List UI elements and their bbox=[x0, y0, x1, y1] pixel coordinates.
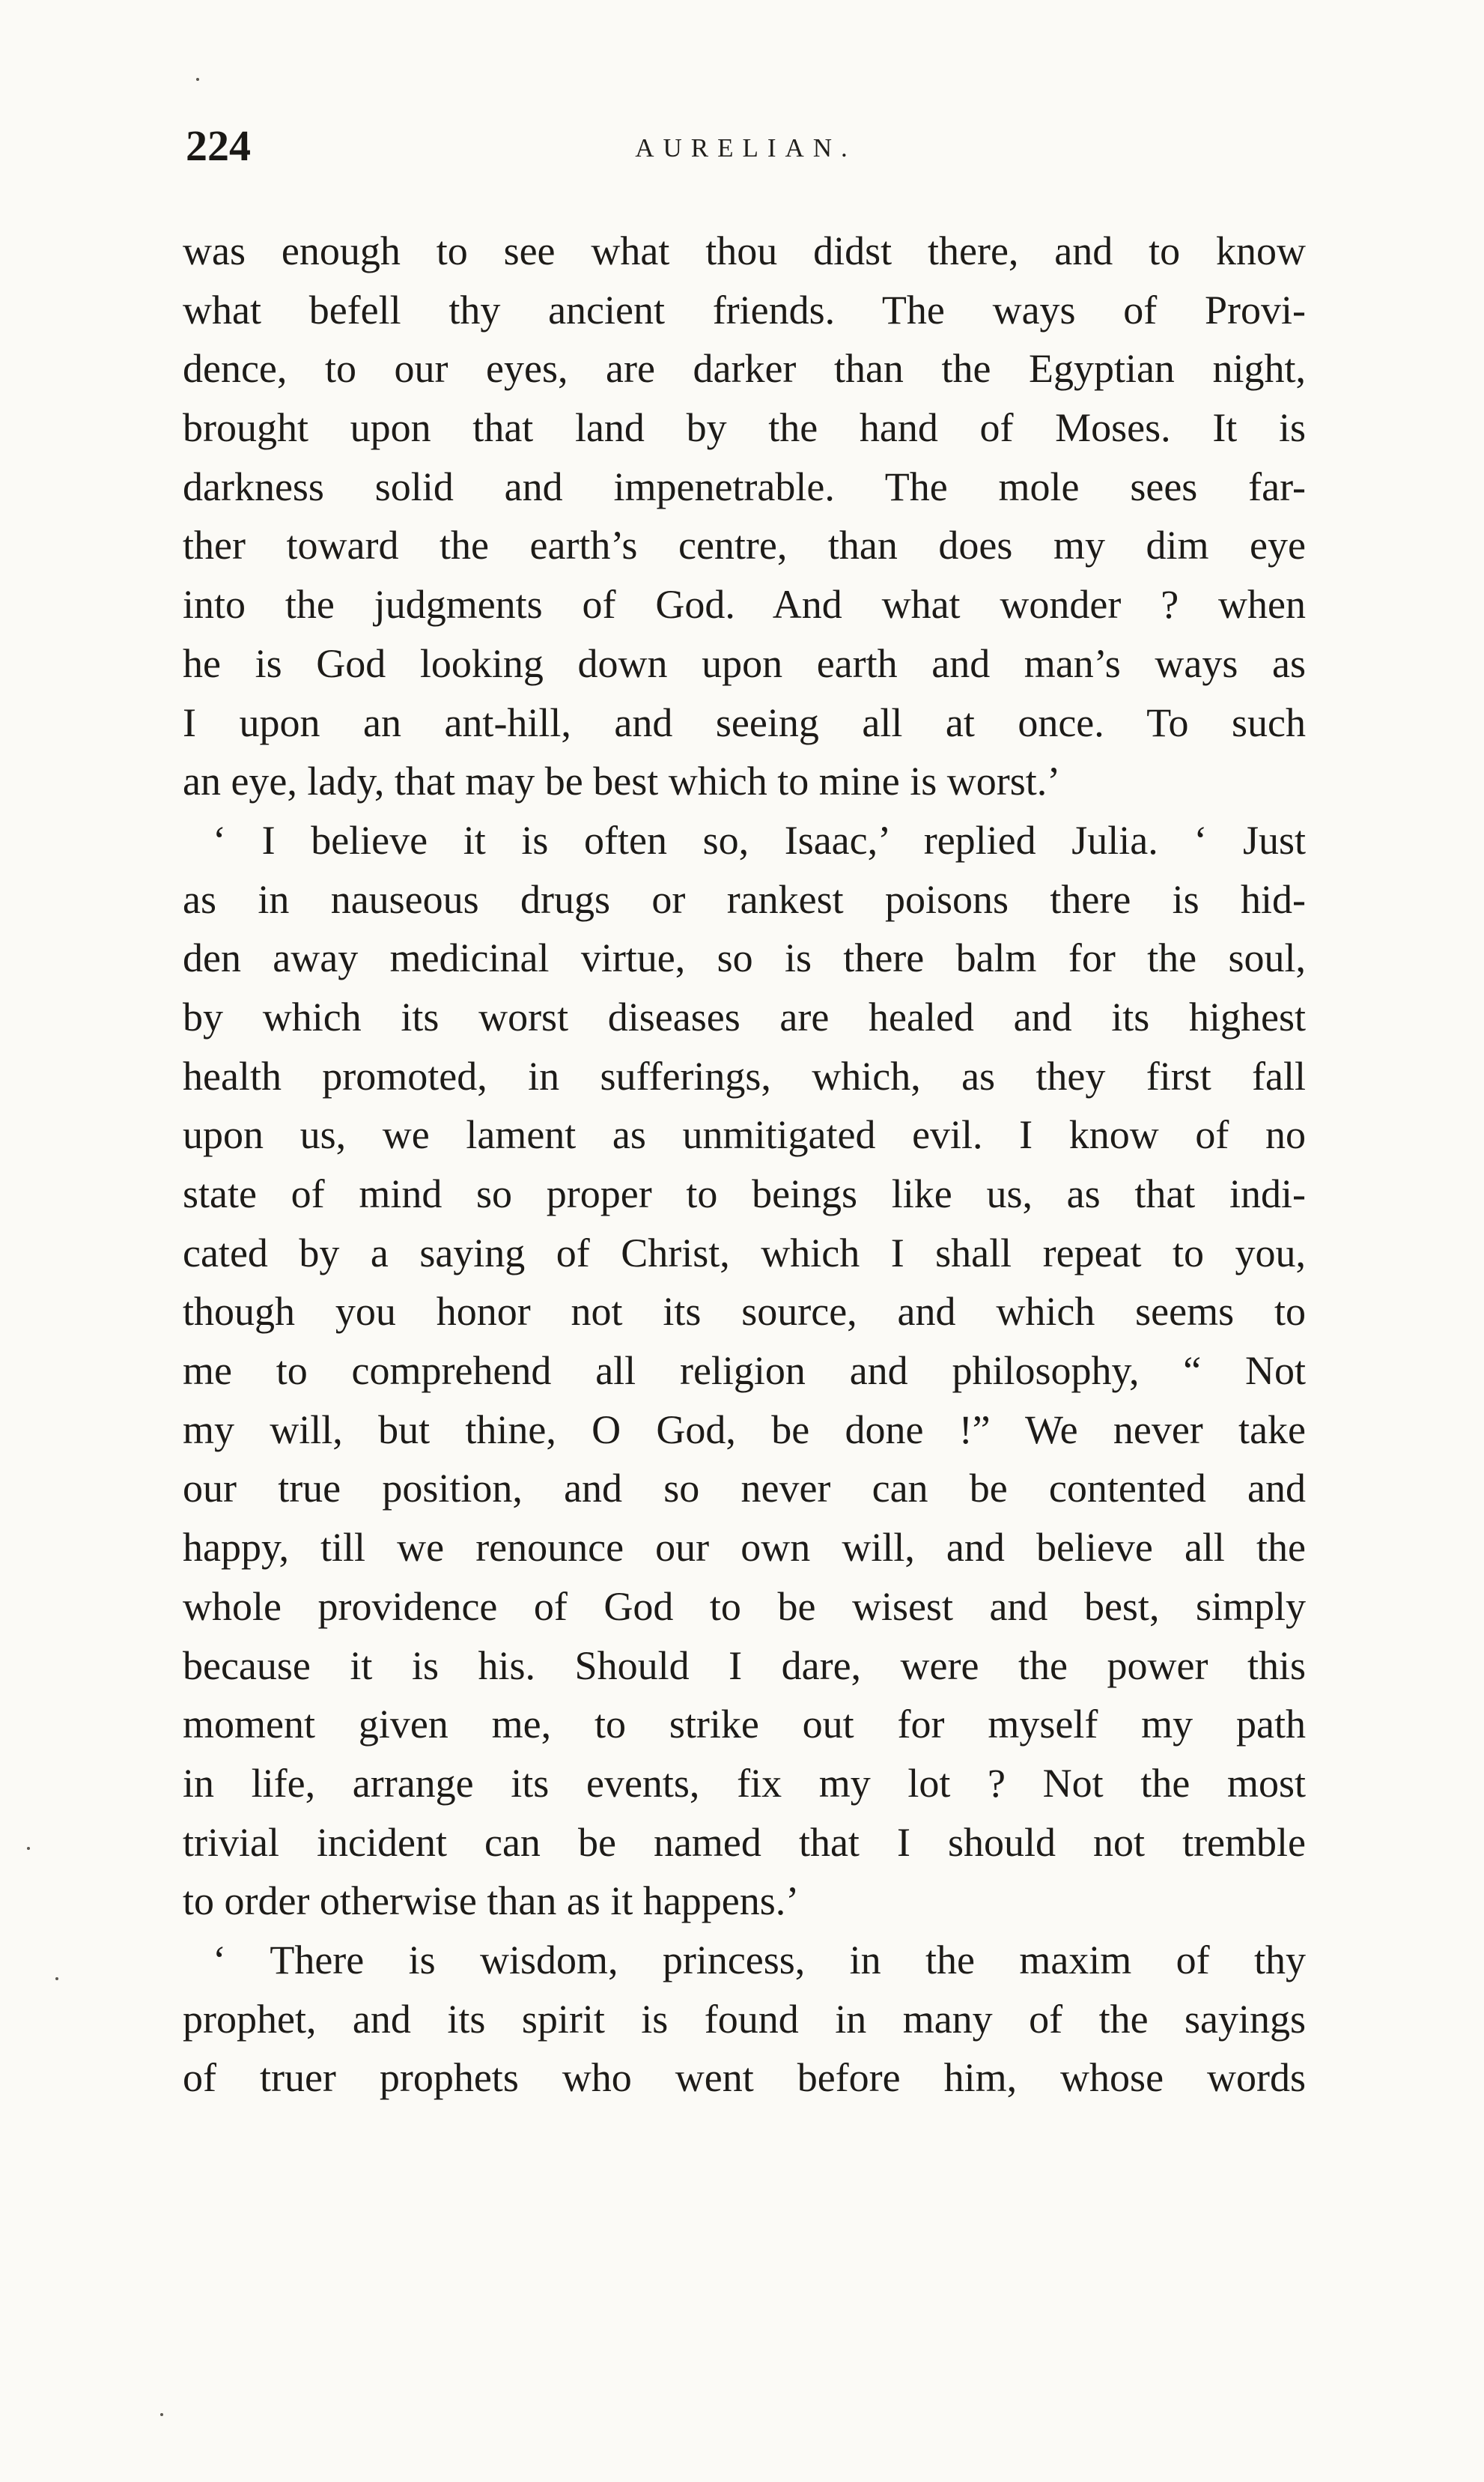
text-line: an eye, lady, that may be best which to mine is worst.’ bbox=[183, 759, 1061, 804]
text-line: ther toward the earth’s centre, than does my dim eye bbox=[183, 523, 1306, 568]
paragraph-start-line: ‘ I believe it is often so, Isaac,’ replied Julia. ‘ Just bbox=[213, 817, 1306, 863]
text-line: prophet, and its spirit is found in many of the sayings bbox=[183, 1996, 1306, 2042]
text-line: because it is his. Should I dare, were the power this bbox=[183, 1642, 1306, 1688]
text-line: of truer prophets who went before him, whose words bbox=[183, 2055, 1306, 2101]
print-speck bbox=[27, 1847, 30, 1850]
text-line: happy, till we renounce our own will, and believe all the bbox=[183, 1525, 1306, 1571]
running-head: AURELIAN. bbox=[635, 133, 857, 163]
text-line: by which its worst diseases are healed and its highest bbox=[183, 994, 1306, 1040]
text-line: to order otherwise than as it happens.’ bbox=[183, 1878, 800, 1924]
text-line: whole providence of God to be wisest and best, simply bbox=[183, 1583, 1306, 1629]
text-line: darkness solid and impenetrable. The mole sees far- bbox=[183, 464, 1306, 509]
text-line: what befell thy ancient friends. The ways of Provi- bbox=[183, 287, 1306, 333]
text-line: state of mind so proper to beings like us, as that indi- bbox=[183, 1171, 1306, 1216]
text-line: dence, to our eyes, are darker than the Egyptian night, bbox=[183, 346, 1306, 392]
paragraph-start-line: ‘ There is wisdom, princess, in the maxim of thy bbox=[213, 1937, 1306, 1982]
text-line: was enough to see what thou didst there, and to know bbox=[183, 228, 1306, 273]
page-header bbox=[186, 121, 1306, 184]
text-line: moment given me, to strike out for myself my path bbox=[183, 1702, 1306, 1747]
body-text bbox=[183, 222, 1306, 2108]
text-line: into the judgments of God. And what wonder ? when bbox=[183, 582, 1306, 628]
print-speck bbox=[196, 78, 199, 81]
text-line: upon us, we lament as unmitigated evil. I know of no bbox=[183, 1112, 1306, 1158]
text-line: our true position, and so never can be contented and bbox=[183, 1466, 1306, 1511]
text-line: I upon an ant-hill, and seeing all at once. To such bbox=[183, 700, 1306, 745]
text-line: den away medicinal virtue, so is there balm for the soul, bbox=[183, 935, 1306, 981]
page-number: 224 bbox=[186, 121, 251, 170]
text-line: though you honor not its source, and which seems to bbox=[183, 1289, 1306, 1335]
text-line: in life, arrange its events, fix my lot ? Not the most bbox=[183, 1760, 1306, 1806]
text-line: cated by a saying of Christ, which I shall repeat to you, bbox=[183, 1230, 1306, 1275]
text-line: he is God looking down upon earth and man’s ways as bbox=[183, 640, 1306, 686]
text-line: health promoted, in sufferings, which, as they first fall bbox=[183, 1053, 1306, 1099]
print-speck bbox=[55, 1977, 58, 1980]
text-line: brought upon that land by the hand of Moses. It is bbox=[183, 405, 1306, 451]
text-line: as in nauseous drugs or rankest poisons there is hid- bbox=[183, 876, 1306, 922]
print-speck bbox=[160, 2413, 163, 2416]
text-line: me to comprehend all religion and philosophy, “ Not bbox=[183, 1348, 1306, 1394]
text-line: trivial incident can be named that I should not tremble bbox=[183, 1819, 1306, 1865]
text-line: my will, but thine, O God, be done !” We never take bbox=[183, 1407, 1306, 1452]
